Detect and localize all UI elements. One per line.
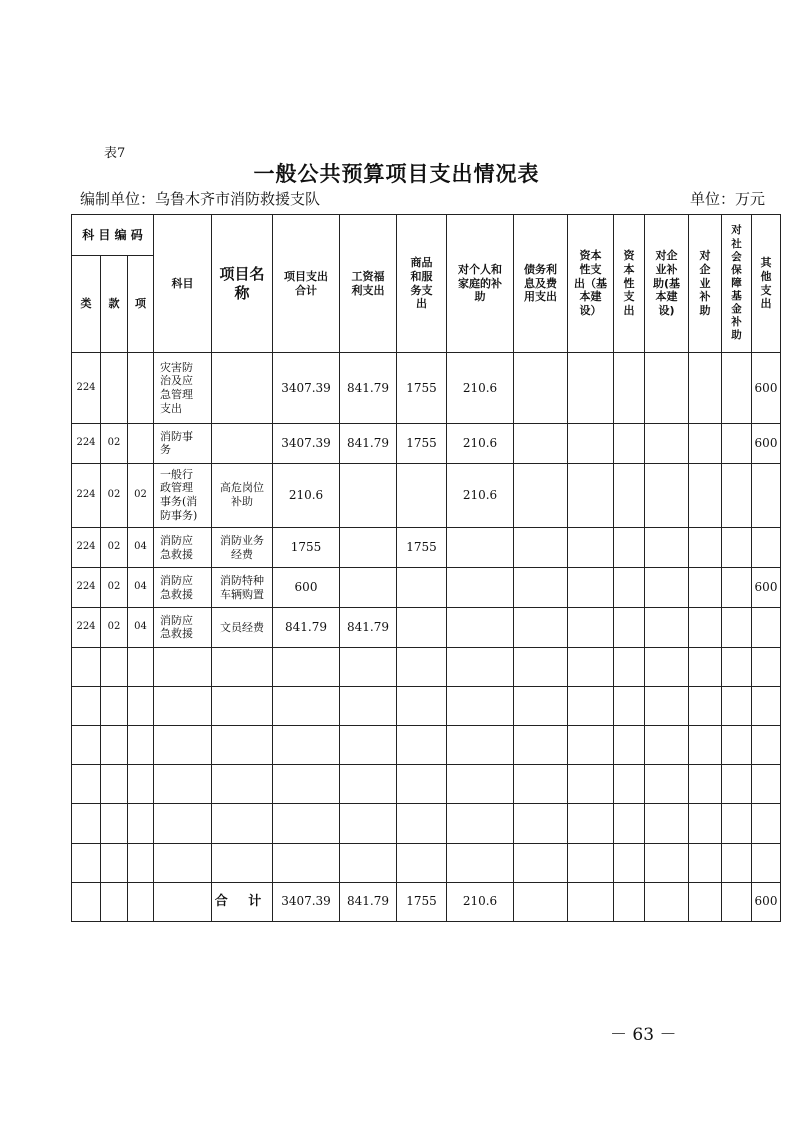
enterprise-cell xyxy=(689,608,722,647)
goods-cell: 1755 xyxy=(397,424,447,463)
code-group-header: 科 目 编 码 xyxy=(72,215,154,256)
enterprise-basic-cell xyxy=(645,608,689,647)
empty-row xyxy=(72,647,781,686)
xiang-cell xyxy=(128,424,154,463)
debt-cell xyxy=(514,463,568,527)
capital-basic-cell xyxy=(568,568,614,608)
kuan-header: 款 xyxy=(101,256,128,353)
table-row xyxy=(72,463,781,527)
subject-cell: 灾害防 治及应 急管理 支出 xyxy=(154,353,212,424)
lei-cell: 224 xyxy=(72,527,101,567)
enterprise-cell xyxy=(689,353,722,424)
wages-header: 工资福 利支出 xyxy=(340,215,397,353)
total-other-cell: 600 xyxy=(752,882,781,921)
social-fund-header: 对 社 会 保 障 基 金 补 助 xyxy=(722,215,752,353)
other-cell xyxy=(752,463,781,527)
subject-cell: 消防应 急救援 xyxy=(154,527,212,567)
enterprise-basic-cell xyxy=(645,568,689,608)
personal-cell xyxy=(447,608,514,647)
enterprise-basic-header: 对企 业补 助(基 本建 设) xyxy=(645,215,689,353)
enterprise-basic-cell xyxy=(645,353,689,424)
wages-cell: 841.79 xyxy=(340,353,397,424)
project-cell xyxy=(212,424,273,463)
project-cell: 消防业务 经费 xyxy=(212,527,273,567)
social-fund-cell xyxy=(722,353,752,424)
wages-cell: 841.79 xyxy=(340,424,397,463)
kuan-cell: 02 xyxy=(101,463,128,527)
table-row xyxy=(72,353,781,424)
other-header: 其 他 支 出 xyxy=(752,215,781,353)
total-cell: 3407.39 xyxy=(273,353,340,424)
goods-cell: 1755 xyxy=(397,527,447,567)
goods-services-header: 商品 和服 务支 出 xyxy=(397,215,447,353)
debt-cell xyxy=(514,608,568,647)
lei-cell: 224 xyxy=(72,463,101,527)
empty-row xyxy=(72,725,781,764)
lei-cell: 224 xyxy=(72,568,101,608)
table-row xyxy=(72,568,781,608)
capital-cell xyxy=(614,353,645,424)
total-label: 合 计 xyxy=(212,882,273,921)
capital-cell xyxy=(614,527,645,567)
table-row xyxy=(72,424,781,463)
budget-table xyxy=(71,214,781,922)
debt-interest-header: 债务利 息及费 用支出 xyxy=(514,215,568,353)
total-cell: 3407.39 xyxy=(273,424,340,463)
capital-basic-cell xyxy=(568,608,614,647)
goods-cell xyxy=(397,608,447,647)
other-cell xyxy=(752,527,781,567)
project-cell: 高危岗位 补助 xyxy=(212,463,273,527)
capital-basic-cell xyxy=(568,424,614,463)
lei-cell: 224 xyxy=(72,353,101,424)
lei-header: 类 xyxy=(72,256,101,353)
goods-cell: 1755 xyxy=(397,353,447,424)
xiang-cell: 02 xyxy=(128,463,154,527)
personal-cell xyxy=(447,527,514,567)
table-row xyxy=(72,608,781,647)
debt-cell xyxy=(514,527,568,567)
project-cell xyxy=(212,353,273,424)
other-cell xyxy=(752,608,781,647)
enterprise-cell xyxy=(689,527,722,567)
total-cell: 210.6 xyxy=(273,463,340,527)
kuan-cell: 02 xyxy=(101,424,128,463)
table-header xyxy=(72,215,781,353)
enterprise-cell xyxy=(689,424,722,463)
subject-cell: 消防应 急救援 xyxy=(154,608,212,647)
xiang-cell: 04 xyxy=(128,568,154,608)
capital-basic-cell xyxy=(568,463,614,527)
page-title: 一般公共预算项目支出情况表 xyxy=(253,162,540,186)
capital-cell xyxy=(614,463,645,527)
total-sum-cell: 3407.39 xyxy=(273,882,340,921)
enterprise-basic-cell xyxy=(645,527,689,567)
project-cell: 消防特种 车辆购置 xyxy=(212,568,273,608)
unit-label: 单位：万元 xyxy=(689,190,765,208)
enterprise-basic-cell xyxy=(645,463,689,527)
other-cell: 600 xyxy=(752,568,781,608)
personal-subsidy-header: 对个人和 家庭的补 助 xyxy=(447,215,514,353)
total-row xyxy=(72,882,781,921)
capital-cell xyxy=(614,568,645,608)
table-body xyxy=(72,353,781,922)
table-label: 表7 xyxy=(104,146,126,161)
unit-line xyxy=(80,188,765,209)
goods-cell xyxy=(397,568,447,608)
empty-row xyxy=(72,804,781,843)
subject-cell: 消防应 急救援 xyxy=(154,568,212,608)
empty-row xyxy=(72,686,781,725)
xiang-cell: 04 xyxy=(128,527,154,567)
social-fund-cell xyxy=(722,568,752,608)
empty-row xyxy=(72,843,781,882)
wages-cell xyxy=(340,463,397,527)
personal-cell: 210.6 xyxy=(447,463,514,527)
enterprise-cell xyxy=(689,568,722,608)
project-total-header: 项目支出 合计 xyxy=(273,215,340,353)
subject-header: 科目 xyxy=(154,215,212,353)
debt-cell xyxy=(514,424,568,463)
subject-cell: 消防事 务 xyxy=(154,424,212,463)
organization-label: 编制单位：乌鲁木齐市消防救援支队 xyxy=(80,190,321,208)
lei-cell: 224 xyxy=(72,424,101,463)
project-name-header: 项目名 称 xyxy=(212,215,273,353)
wages-cell xyxy=(340,527,397,567)
personal-cell: 210.6 xyxy=(447,353,514,424)
lei-cell: 224 xyxy=(72,608,101,647)
social-fund-cell xyxy=(722,424,752,463)
page-number: － 63 － xyxy=(610,1025,677,1045)
personal-cell: 210.6 xyxy=(447,424,514,463)
project-cell: 文员经费 xyxy=(212,608,273,647)
capital-cell xyxy=(614,424,645,463)
kuan-cell: 02 xyxy=(101,568,128,608)
other-cell: 600 xyxy=(752,424,781,463)
total-wages-cell: 841.79 xyxy=(340,882,397,921)
personal-cell xyxy=(447,568,514,608)
capital-header: 资 本 性 支 出 xyxy=(614,215,645,353)
xiang-header: 项 xyxy=(128,256,154,353)
xiang-cell: 04 xyxy=(128,608,154,647)
social-fund-cell xyxy=(722,463,752,527)
capital-cell xyxy=(614,608,645,647)
capital-basic-cell xyxy=(568,353,614,424)
total-cell: 1755 xyxy=(273,527,340,567)
wages-cell xyxy=(340,568,397,608)
enterprise-subsidy-header: 对 企 业 补 助 xyxy=(689,215,722,353)
table-row xyxy=(72,527,781,567)
enterprise-cell xyxy=(689,463,722,527)
total-goods-cell: 1755 xyxy=(397,882,447,921)
kuan-cell: 02 xyxy=(101,608,128,647)
debt-cell xyxy=(514,353,568,424)
total-cell: 841.79 xyxy=(273,608,340,647)
goods-cell xyxy=(397,463,447,527)
enterprise-basic-cell xyxy=(645,424,689,463)
capital-basic-header: 资本 性支 出（基 本建 设） xyxy=(568,215,614,353)
social-fund-cell xyxy=(722,527,752,567)
subject-cell: 一般行 政管理 事务(消 防事务) xyxy=(154,463,212,527)
kuan-cell xyxy=(101,353,128,424)
total-personal-cell: 210.6 xyxy=(447,882,514,921)
kuan-cell: 02 xyxy=(101,527,128,567)
wages-cell: 841.79 xyxy=(340,608,397,647)
social-fund-cell xyxy=(722,608,752,647)
debt-cell xyxy=(514,568,568,608)
total-cell: 600 xyxy=(273,568,340,608)
capital-basic-cell xyxy=(568,527,614,567)
empty-row xyxy=(72,765,781,804)
other-cell: 600 xyxy=(752,353,781,424)
xiang-cell xyxy=(128,353,154,424)
